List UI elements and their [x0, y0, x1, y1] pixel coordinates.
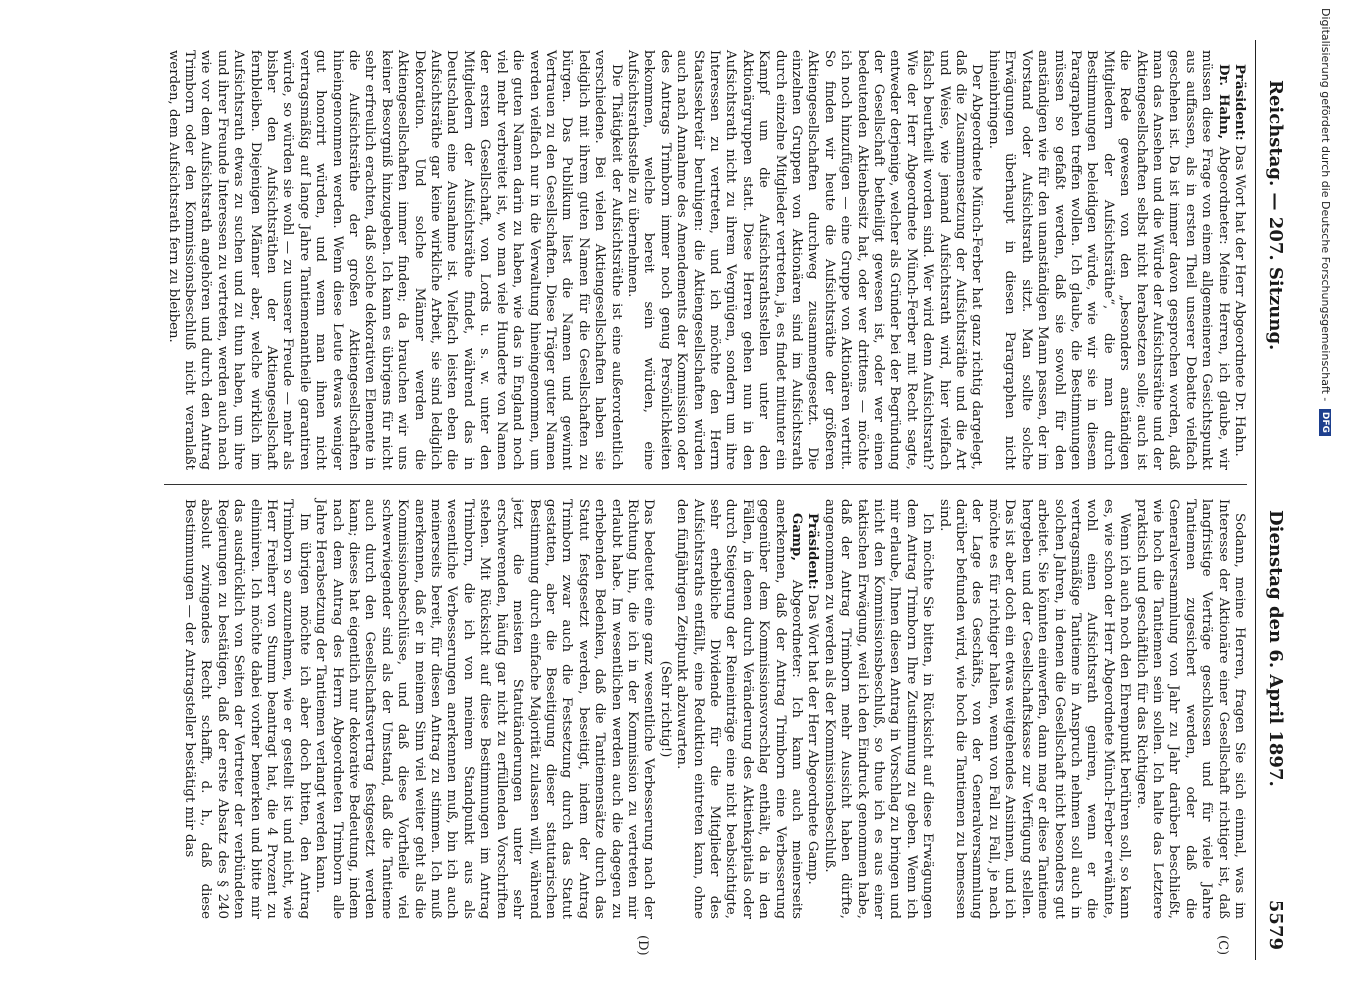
left-column	[164, 40, 1247, 480]
paragraph: Im übrigen möchte ich aber doch bitten, den Antrag Trimborn so anzunehmen, wie er gestellt ist und nicht, wie Herr Freiherr von Stumm beantragt hat, die 4 Prozent zu eliminiren. Ich möchte dabei vorher bemerken und bitte mir das ausdrücklich von Seiten der Vertreter der verbündeten Regierungen zu bestätigen, daß der erste Absatz des § 240 absolut zwingendes Recht schafft, d. h., daß diese Bestimmungen — der Antragsteller bestätigt mir das	[182, 499, 312, 919]
dfg-logo: DFG	[1319, 409, 1331, 436]
speaker-label: Präsident:	[805, 513, 821, 590]
speaker-paragraph	[673, 499, 804, 919]
margin-marker-d: (D)	[635, 935, 650, 956]
speaker-paragraph	[985, 50, 1231, 470]
right-column	[164, 489, 1247, 929]
column-divider	[164, 484, 1247, 485]
paragraph: Die Thätigkeit der Aufsichtsräthe ist eine außerordentlich verschiedene. Bei vielen Aktiengesellschaften haben sie lediglich mit ihrem guten Namen für die Gesellschaften zu bürgen. Das Publikum liest die Namen und gewinnt Vertrauen zu den Gesellschaften. Diese Träger guter Namen werden vielfach nur in die Verwaltung hineingenommen, um die guten Namen darin zu haben, wie das in England noch viel mehr verbreitet ist, wo man viele Hunderte von Namen der ersten Gesellschaft, von Lords u. s. w. unter den Mitgliedern der Aufsichtsräthe findet, während das in Deutschland eine Ausnahme ist. Vielfach leisten eben die Aufsichtsräthe gar keine wirkliche Arbeit, sie sind lediglich Dekoration. Und solche Männer werden die Aktiengesellschaften immer finden; da brauchen wir uns keiner Besorgniß hinzugeben. Ich kann es übrigens für nicht sehr erfreulich erachten, daß solche dekorativen Elemente in die Aufsichtsräthe der großen Aktiengesellschaften hineingenommen werden. Wenn diese Leute etwas weniger gut honorirt würden, und wenn man ihnen nicht vertragsmäßig auf lange Jahre Tantiemenantheile garantiren würde, so würden sie wohl — zu unserer Freude — mehr als bisher den Aufsichtsräthen der Aktiengesellschaft fernbleiben. Diejenigen Männer aber, welche wirklich im Aufsichtsrath etwas zu suchen und zu thun haben, um ihre und ihrer Freunde Interessen zu vertreten, werden auch nach wie vor dem Aufsichtsrath angehören und durch den Antrag Trimborn oder den Kommissionsbeschluß nicht veranlaßt werden, dem Aufsichtsrath fern zu bleiben.	[165, 50, 624, 470]
speaker-text: Abgeordneter: Meine Herren, ich glaube, wir müssen diese Frage von einem allgemeineren Gesichtspunkt aus auffassen, als in ersten Theil unserer Debatte vielfach geschehen ist. Da ist immer davon gesprochen worden, daß man das Ansehen und die Würde der Aufsichtsräthe und der Aktiengesellschaften selbst nicht herabsetzen solle; auch ist die Rede gewesen von den „besonders anständigen Mitgliedern der Aufsichtsräthe“, die man durch Bestimmungen beleidigen würde, wie wir sie in diesem Paragraphen treffen wollen. Ich glaube, die Bestimmungen müssen so gefaßt werden, daß sie sowohl für den anständigen wie für den unanständigen Mann passen, der im Vorstand oder Aufsichtsrath sitzt. Man sollte solche Erwägungen überhaupt in diesen Paragraphen nicht hineinbringen.	[985, 50, 1231, 471]
speaker-text: Das Wort hat der Herr Abgeordnete Dr. Hahn.	[1232, 144, 1247, 457]
digitization-credit	[1314, 8, 1332, 988]
credit-text: Digitalisierung gefördert durch die Deutsche Forschungsgemeinschaft -	[1319, 8, 1332, 402]
speaker-label: Gamp,	[789, 513, 805, 561]
speaker-text: Abgeordneter: Ich kann auch meinerseits anerkennen, daß der Antrag Trimborn eine Verbesserung gegenüber dem Kommissionsvorschlag enthält, da in den Fällen, in denen durch Veränderung des Aktienkapitals oder durch Steigerung der Reineinträge eine nicht beabsichtigte, sehr erhebliche Dividende für die Mitglieder des Aufsichtsraths entfällt, eine Reduktion eintreten kann, ohne den fünfjährigen Zeitpunkt abzuwarten.	[674, 499, 805, 919]
speaker-paragraph	[804, 499, 820, 919]
speaker-paragraph	[1231, 50, 1247, 470]
page-number: 5579	[1265, 899, 1286, 950]
document-page	[30, 0, 1320, 1000]
speaker-text: Das Wort hat der Herr Abgeordnete Gamp.	[805, 593, 821, 885]
header-right: Dienstag den 6. April 1897.	[1265, 510, 1286, 787]
paragraph: Das bedeutet eine ganz wesentliche Verbesserung nach der Richtung hin, die ich in der Kommission zu vertreten mir erlaubt habe. Im wesentlichen werden auch die dagegen zu erhebenden Bedenken, daß die Tantiemensätze durch das Statut festgesetzt werden, beseitigt, indem der Antrag Trimborn zwar auch die Festsetzung durch das Statut gestatten, aber die Beseitigung dieser statutarischen Bestimmung durch einfache Majorität zulassen will, während jetzt die meisten Statutänderungen unter sehr erschwerenden, häufig gar nicht zu erfüllenden Vorschriften stehen. Mit Rücksicht auf diese Bestimmungen im Antrag Trimborn, die ich von meinem Standpunkt aus als wesentliche Verbesserungen anerkennen muß, bin ich auch meinerseits bereit, für diesen Antrag zu stimmen. Ich muß anerkennen, daß er in meinem Sinn viel weiter geht als die Kommissionsbeschlüsse, und daß diese Vortheile viel schwerwiegender sind als der Umstand, daß die Tantieme auch durch den Gesellschaftsvertrag festgesetzt werden kann; dieses hat eigentlich nur dekorative Bedeutung, indem nach dem Antrag des Herrn Abgeordneten Trimborn alle Jahre Herabsetzung der Tantiemen verlangt werden kann.	[313, 499, 657, 919]
header-left: Reichstag. — 207. Sitzung.	[1265, 80, 1286, 351]
paragraph: Ich möchte Sie bitten, in Rücksicht auf diese Erwägungen dem Antrag Trimborn Ihre Zustimmung zu geben. Wenn ich mir erlaube, Ihnen diesen Antrag in Vorschlag zu bringen und nicht den Kommissionsbeschluß, so thue ich es aus einer taktischen Erwägung, weil ich den Eindruck genommen habe, daß der Antrag Trimborn mehr Aussicht haben dürfte, angenommen zu werden als der Kommissionsbeschluß.	[821, 499, 936, 919]
speaker-label: Präsident:	[1232, 64, 1247, 141]
margin-marker-c: (C)	[1215, 935, 1230, 956]
paragraph: Wenn ich auch noch den Ehrenpunkt berühren soll, so kann es, wie schon der Herr Abgeordnete Münch-Ferber erwähnte, wohl einen Aufsichtsrath geniren, wenn er die vertragsmäßige Tantieme in Anspruch nehmen soll auch in solchen Jahren, in denen die Gesellschaft nicht besonders gut arbeitet. Sie könnten einwerfen, dann mag er diese Tantieme hergeben und der Gesellschaftskasse zur Verfügung stellen. Das ist aber doch ein etwas weitgehendes Ansinnen, und ich möchte es für richtiger halten, wenn von Fall zu Fall, je nach der Lage des Geschäfts, von der Generalversammlung darüber befunden wird, wie hoch die Tantiemen zu bemessen sind.	[936, 499, 1133, 919]
paragraph: Sodann, meine Herren, fragen Sie sich einmal, was im Interesse der Aktionäre einer Gesellschaft richtiger ist, daß langfristige Verträge geschlossen und für viele Jahre Tantiemen zugesichert werden, oder daß die Generalversammlung von Jahr zu Jahr darüber beschließt, wie hoch die Tantiemen sein sollen. Ich halte das Letztere praktisch und geschäftlich für das Richtigere.	[1133, 499, 1247, 919]
interjection: (Sehr richtig!)	[657, 660, 673, 758]
text-columns	[164, 40, 1247, 960]
page-header	[1255, 40, 1290, 960]
paragraph: Der Abgeordnete Münch-Ferber hat ganz richtig dargelegt, daß die Zusammensetzung der Aufsichtsräthe und die Art und Weise, wie jemand Aufsichtsrath wird, hier vielfach falsch beurtheilt worden sind. Wer wird denn Aufsichtsrath? Wie der Herr Abgeordnete Münch-Ferber mit Recht sagte, entweder derjenige, welcher als Gründer bei der Begründung der Gesellschaft betheiligt gewesen ist, oder wer einen bedeutenden Aktienbesitz hat, oder wer drittens — möchte ich noch hinzufügen — eine Gruppe von Aktionären vertritt. So finden wir heute die Aufsichtsräthe der größeren Aktiengesellschaften durchweg zusammengesetzt. Die einzelnen Gruppen von Aktionären sind im Aufsichtsrath durch einzelne Mitglieder vertreten, ja, es findet mitunter ein Kampf um die Aufsichtsrathsstellen unter den Aktionärgruppen statt. Diese Herren gehen nun in den Aufsichtsrath nicht zu ihrem Vergnügen, sondern um ihre Interessen zu vertreten, und ich möchte den Herrn Staatssekretär beruhigen: die Aktiengesellschaften würden auch nach Annahme des Amendements der Kommission oder des Antrags Trimborn immer noch genug Persönlichkeiten bekommen, welche bereit sein würden, eine Aufsichtsrathsstelle zu übernehmen.	[624, 50, 985, 470]
speaker-label: Dr. Hahn,	[1215, 64, 1231, 140]
